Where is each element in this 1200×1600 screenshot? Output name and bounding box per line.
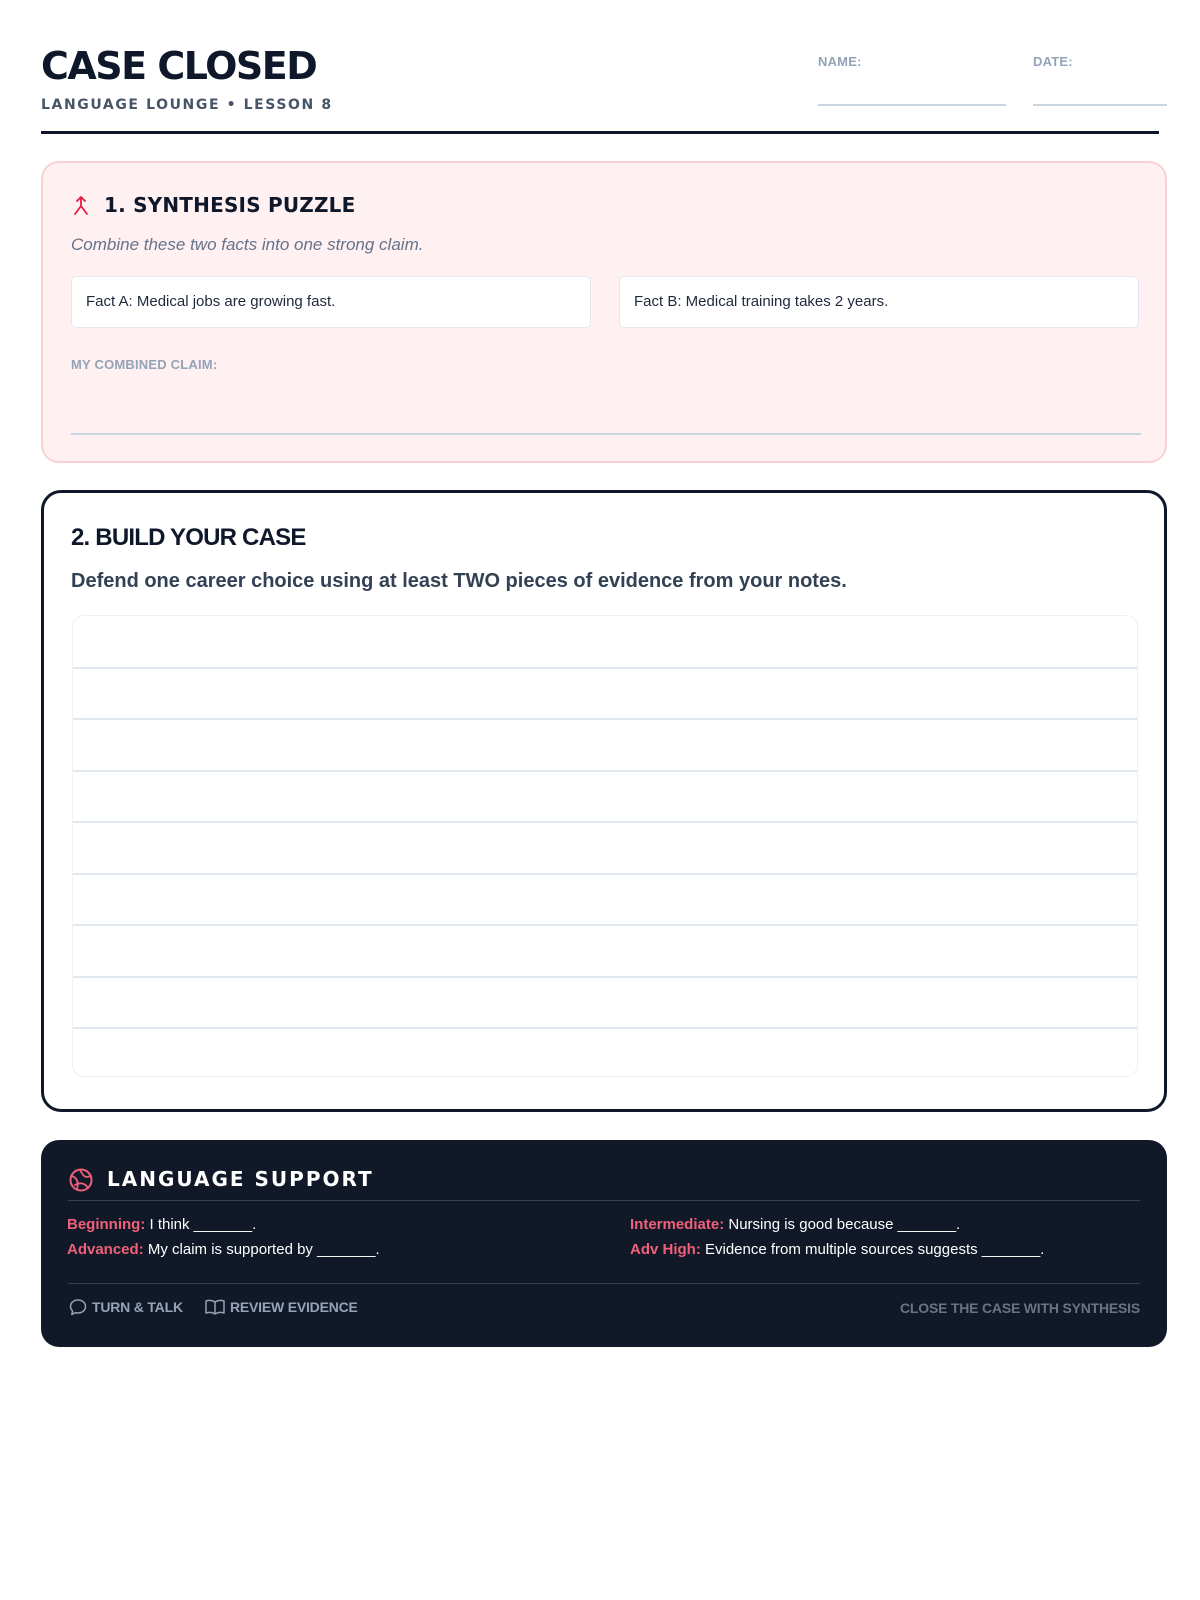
section-2-prompt: Defend one career choice using at least TWO pieces of evidence from your notes. [71, 570, 847, 592]
writing-line [73, 873, 1137, 875]
language-support-heading: LANGUAGE SUPPORT [107, 1167, 374, 1191]
writing-line [73, 976, 1137, 978]
name-label: NAME: [818, 54, 862, 69]
review-evidence-label: REVIEW EVIDENCE [230, 1299, 358, 1315]
combined-claim-label: MY COMBINED CLAIM: [71, 357, 218, 372]
writing-line [73, 667, 1137, 669]
sentence-frame-adv-high [630, 1241, 1044, 1258]
chat-bubble-icon [68, 1297, 88, 1317]
sentence-frame-beginning [67, 1216, 256, 1233]
turn-and-talk-action [68, 1297, 183, 1317]
date-label: DATE: [1033, 54, 1073, 69]
section-2-heading: 2. BUILD YOUR CASE [71, 524, 306, 551]
frame-text: I think _______. [149, 1216, 257, 1233]
fact-a-card: Fact A: Medical jobs are growing fast. [71, 276, 591, 328]
fact-b-card: Fact B: Medical training takes 2 years. [619, 276, 1139, 328]
turn-and-talk-label: TURN & TALK [92, 1299, 183, 1315]
worksheet-title: CASE CLOSED [41, 44, 317, 88]
frame-text: Evidence from multiple sources suggests _______. [705, 1241, 1045, 1258]
frame-level: Adv High: [630, 1241, 701, 1258]
merge-arrow-icon [71, 195, 91, 217]
sentence-frame-advanced [67, 1241, 380, 1258]
date-line[interactable] [1033, 104, 1167, 106]
combined-claim-line[interactable] [71, 433, 1141, 435]
synthesis-puzzle-section [41, 161, 1167, 463]
writing-line [73, 770, 1137, 772]
closing-tagline: CLOSE THE CASE WITH SYNTHESIS [900, 1300, 1140, 1316]
language-support-panel [41, 1140, 1167, 1347]
frame-text: My claim is supported by _______. [147, 1241, 380, 1258]
globe-icon [68, 1167, 94, 1193]
review-evidence-action [204, 1297, 358, 1317]
open-book-icon [204, 1297, 226, 1317]
frame-text: Nursing is good because _______. [728, 1216, 961, 1233]
section-1-heading: 1. SYNTHESIS PUZZLE [104, 193, 356, 217]
build-your-case-section [41, 490, 1167, 1112]
support-divider-top [68, 1200, 1140, 1201]
writing-line [73, 821, 1137, 823]
writing-line [73, 924, 1137, 926]
support-divider-bottom [68, 1283, 1140, 1284]
section-1-instruction: Combine these two facts into one strong claim. [71, 235, 424, 254]
worksheet-header [41, 0, 1159, 134]
name-line[interactable] [818, 104, 1006, 106]
frame-level: Intermediate: [630, 1216, 725, 1233]
date-field[interactable] [1033, 54, 1073, 69]
writing-line [73, 718, 1137, 720]
frame-level: Advanced: [67, 1241, 144, 1258]
writing-line [73, 1027, 1137, 1029]
sentence-frame-intermediate [630, 1216, 960, 1233]
worksheet-subtitle: LANGUAGE LOUNGE • LESSON 8 [41, 97, 333, 113]
writing-area[interactable] [72, 615, 1138, 1077]
name-field[interactable] [818, 54, 862, 69]
frame-level: Beginning: [67, 1216, 146, 1233]
